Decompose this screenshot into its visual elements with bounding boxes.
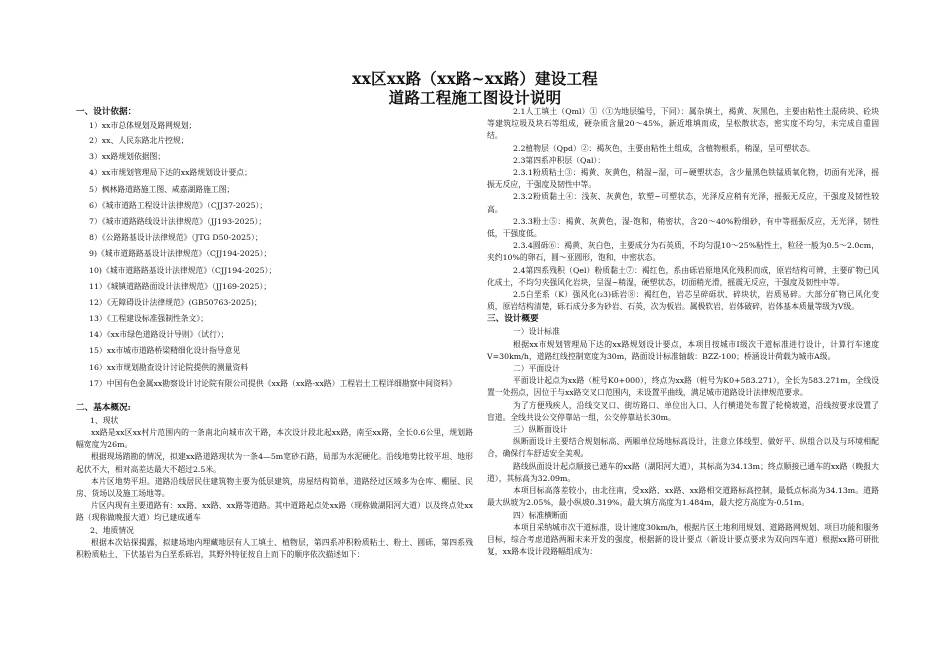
geology-paragraph: 2.3.4圆砾⑥：褐黄、灰白色，主要成分为石英质，不均匀混10～25%粘性土，粒径一般为0.5～2.0cm，夹约10%的卵石，圆～亚圆形，饱和，中密状态。 [487, 241, 879, 263]
basis-item: 10)《城市道路路基设计法律规范》（CJJ194-2025）； [89, 265, 277, 275]
basis-item: 9)《城市道路路基设计法律规范》（CJJ194-2025）； [89, 249, 272, 259]
subsection-heading: 四）标准横断面 [513, 510, 568, 520]
geology-paragraph: 2.1人工填土（Qml）①（①为地层编号，下同）：属杂填土，褐黄、灰黑色，主要由粘性土混砖块、砼块等建筑垃圾及块石等组成，硬杂质含量20～45%，新近堆填而成，呈松散状态，密实度不均匀，未完成自重固结。 [487, 107, 879, 141]
subsection-heading: 2、地质情况 [90, 525, 134, 535]
paragraph: 纵断面设计主要结合规划标高、两厢单位场地标高设计，注意立体线型、做好平、纵组合以及与环境相配合，确保行车舒适安全美观。 [487, 437, 879, 459]
basis-item: 8）《公路路基设计法律规范》（JTG D50-2025）； [89, 233, 263, 243]
geology-paragraph: 2.5白垩系（K）强风化(₂3)砾岩⑧：褐红色，岩芯呈碎砾状、碎块状，岩质易碎。大部分矿物已风化变质，原岩结构清楚，砾石成分多为砂岩、石英，次为板岩。属极软岩，岩体破碎，岩体基本质量等级为V级。 [487, 290, 879, 312]
geology-paragraph: 2.2植物层（Qpd）②：褐灰色，主要由粘性土组成，含植物根系，稍湿，呈可塑状态。 [513, 143, 815, 153]
document-title: xx区xx路（xx路~xx路）建设工程 [352, 69, 598, 88]
basis-item: 16）xx市规划勘查设计讨论院提供的测量资料 [89, 362, 249, 372]
subsection-heading: 三）纵断面设计 [513, 425, 568, 435]
geology-paragraph: 2.3.2粉质黏土④：浅灰、灰黄色，软塑~可塑状态，光泽反应稍有光泽，摇振无反应，干强度及韧性较高。 [487, 192, 879, 214]
left-column [76, 106, 473, 561]
paragraph: 根据本次钻探揭露，拟建场地内埋藏地层有人工填土、植物层，第四系冲积粉质粘土、粉土、圆砾，第四系残积粉质粘土、下伏基岩为白垩系砾岩，其野外特征按自上而下的顺序依次描述如下： [76, 537, 473, 560]
basis-item: 15）xx市城市道路桥梁精细化设计指导意见 [89, 346, 241, 356]
basis-item: 5）枫林路道路施工图、咸嘉湖路施工图； [89, 184, 235, 194]
paragraph: xx路是xx区xx村片范围内的一条南北向城市次干路，本次设计段北起xx路，南至xx路，全长0.6公里，规划路幅宽度为26m。 [76, 428, 473, 450]
basis-item: 1）xx市总体规划及路网规划； [89, 121, 197, 130]
right-column [487, 106, 879, 558]
basis-item: 13）《工程建设标准强制性条文》； [89, 314, 209, 324]
geology-paragraph: 2.3.1粉质粘土③：褐黄、灰黄色，稍湿~湿，可~硬塑状态，含少量黑色铁锰质氧化物，切面有光泽，摇振无反应，干强度及韧性中等。 [487, 168, 879, 190]
paragraph: 本项目标高落差较小，由北往南，受xx路、xx路、xx路相交道路标高控制，最低点标高为34.13m。道路最大纵坡为2.05%，最小纵坡0.319%。最大填方高度为1.484m，最大挖方高度为-0.51m。 [487, 486, 879, 508]
section-heading-design-summary: 三、设计概要 [487, 314, 539, 325]
paragraph: 片区内现有主要道路有：xx路、xx路、xx路等道路。其中道路起点处xx路（现称做湖阳河大道）以及终点处xx路（现称做晚报大道）均已建成通车 [76, 501, 473, 523]
basis-item: 11）《城镇道路路面设计法律规范》（JJ169-2025）； [89, 281, 272, 291]
basis-item: 3）xx路规划依据图； [89, 152, 166, 162]
paragraph: 路线纵面设计起点顺接已通车的xx路（湖阳河大道），其标高为34.13m；终点顺接已通车的xx路（晚报大道），其标高为32.09m。 [487, 461, 879, 483]
basis-item: 12）《无障碍设计法律规范》(GB50763-2025)； [89, 297, 262, 307]
geology-paragraph: 2.3第四系冲积层（Qal）： [513, 155, 606, 165]
section-heading-design-basis: 一、设计依据： [76, 107, 137, 117]
paragraph: 为了方便残疾人，沿线交叉口、街坊路口、单位出入口、人行横道处布置了轮椅坡道，沿线按要求设置了盲道。全线共设公交停靠站一组，公交停靠站长30m。 [487, 400, 879, 422]
spacer [76, 392, 473, 402]
document-subtitle: 道路工程施工图设计说明 [388, 88, 562, 107]
basis-item: 6）《城市道路工程设计法律规范》（CJJ37-2025）； [89, 200, 268, 210]
subsection-heading: 一）设计标准 [513, 327, 560, 337]
subsection-heading: 1、现状 [90, 415, 119, 425]
basis-item: 17）中国有色金属xx勘察设计讨论院有限公司提供《xx路（xx路-xx路）工程岩土工程详细勘察中间资料》 [89, 378, 457, 388]
paragraph: 根据现场踏勘的情况，拟建xx路道路现状为一条4—5m宽砂石路，局部为水泥硬化。沿线地势比较平坦、地形起伏不大，相对高差达最大不超过2.5米。 [76, 452, 473, 474]
basis-item: 2）xx、人民东路北片控规； [89, 136, 189, 145]
paragraph: 根据xx市规划管理局下达的xx路规划设计要点，本项目按城市Ⅰ级次干道标准进行设计，计算行车速度V=30km/h，道路红线控制宽度为30m，路面设计标准轴载：BZZ-100；桥涵设计荷载为城市A级。 [487, 339, 879, 361]
basis-item: 4）xx市规划管理局下达的xx路规划设计要点； [89, 168, 252, 178]
basis-item: 14）《xx市绿色道路设计导则》（试行）； [89, 330, 229, 340]
subsection-heading: 二）平面设计 [513, 364, 560, 374]
basis-item: 7）《城市道路路线设计法律规范》（JJ193-2025）； [89, 216, 267, 226]
paragraph: 本项目采纳城市次干道标准，设计速度30km/h，根据片区土地利用规划、道路路网规划、项目功能和服务目标，综合考虑道路两厢未来开发的强度，根据新的设计要点（新设计要点要求为双向四车道）根据xx路可研批复，xx路本设计段路幅组成为： [487, 522, 879, 557]
paragraph: 平面设计起点为xx路（桩号K0+000），终点为xx路（桩号为K0+583.271），全长为583.271m，全线设置一处拐点，因位于与xx路交叉口范围内，未设置平曲线，满足城市道路设计法律规范要求。 [487, 376, 879, 398]
section-heading-overview: 二、基本概况: [76, 402, 131, 413]
geology-paragraph: 2.3.3粉土⑤：褐黄、灰黄色，湿-饱和，稍密状，含20～40%粉细砂，有中等摇振反应，无光泽，韧性低，干强度低。 [487, 216, 879, 239]
paragraph: 本片区地势平坦。道路沿线居民住建筑物主要为低层建筑，房屋结构简单，道路经过区域多为仓库、棚屋、民房、货场以及施工场地等。 [76, 476, 473, 499]
geology-paragraph: 2.4第四系残积（Qel）粉质黏土⑦：褐红色，系由砾岩原地风化残积而成，原岩结构可辨，主要矿物已风化成土，不均匀夹强风化岩块，呈湿~稍湿，硬塑状态，切面稍光滑，摇震无反应，干强度及韧性中等。 [487, 265, 879, 287]
